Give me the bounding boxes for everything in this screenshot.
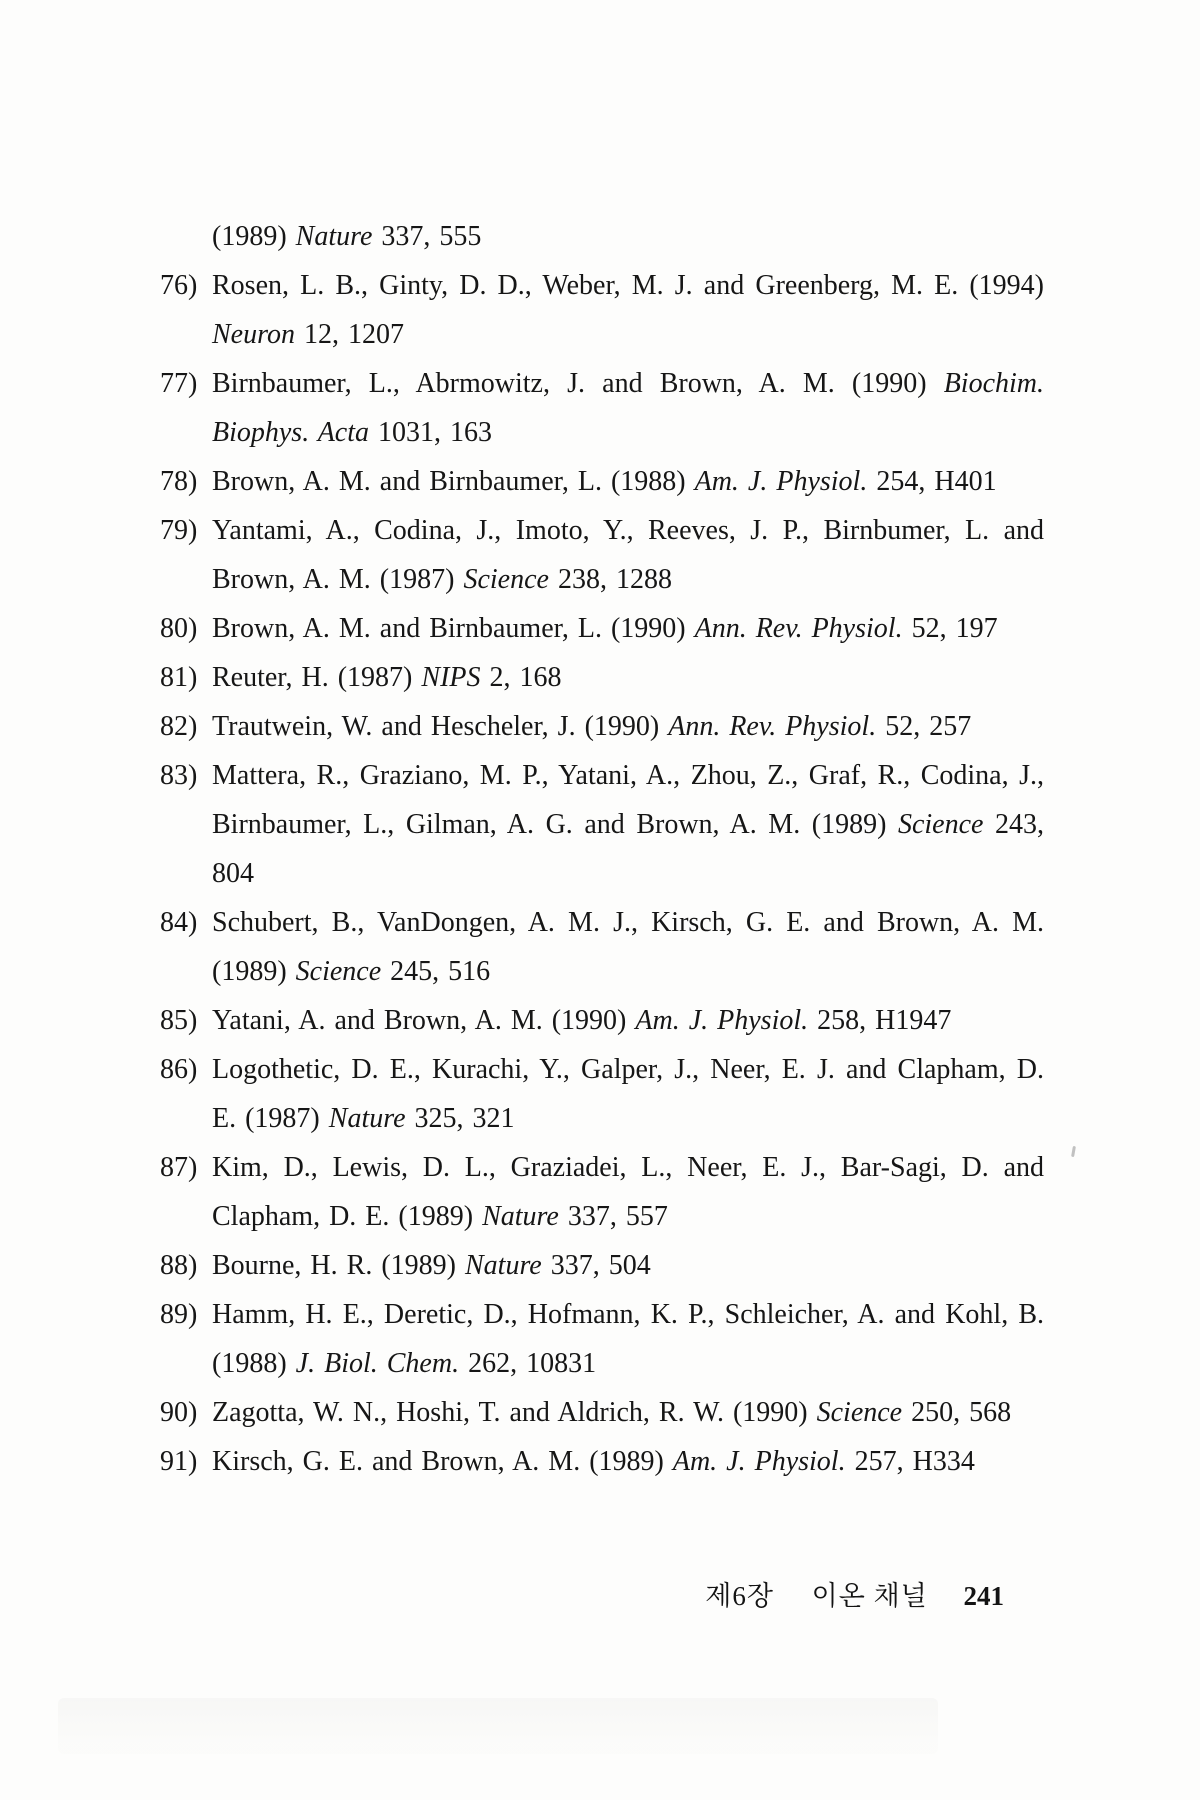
reference-line bbox=[212, 1388, 1044, 1437]
reference-text: Kim, D., Lewis, D. L., Graziadei, L., Neer, E. J., Bar-Sagi, D. and bbox=[212, 1152, 1044, 1183]
journal-name: Nature bbox=[464, 1250, 542, 1281]
reference-line bbox=[212, 310, 1044, 359]
reference-text: 258, H1947 bbox=[808, 1005, 952, 1036]
reference-text: 250, 568 bbox=[902, 1397, 1012, 1428]
reference-text: Zagotta, W. N., Hoshi, T. and Aldrich, R. W. (1990) bbox=[212, 1397, 817, 1428]
reference-item bbox=[160, 506, 1044, 604]
reference-number: 90) bbox=[160, 1397, 198, 1428]
reference-number: 80) bbox=[160, 613, 198, 644]
reference-text: (1989) bbox=[212, 956, 296, 987]
reference-text: 2, 168 bbox=[480, 662, 562, 693]
reference-text: 337, 557 bbox=[558, 1201, 668, 1232]
journal-name: Biochim. bbox=[943, 368, 1044, 399]
reference-line bbox=[212, 702, 1044, 751]
reference-item bbox=[160, 702, 1044, 751]
journal-name: Am. J. Physiol. bbox=[694, 466, 868, 497]
reference-item bbox=[160, 212, 1044, 261]
reference-text: (1989) bbox=[212, 221, 296, 252]
reference-text: 337, 555 bbox=[372, 221, 482, 252]
reference-line bbox=[212, 653, 1044, 702]
journal-name: Neuron bbox=[212, 319, 295, 350]
journal-name: Am. J. Physiol. bbox=[635, 1005, 809, 1036]
reference-line bbox=[212, 1339, 1044, 1388]
footer-page-number: 241 bbox=[963, 1581, 1004, 1611]
journal-name: Nature bbox=[482, 1201, 559, 1232]
reference-line bbox=[212, 800, 1044, 849]
journal-name: Science bbox=[897, 809, 984, 840]
reference-text: 52, 257 bbox=[876, 711, 972, 742]
reference-text: 804 bbox=[212, 858, 254, 889]
reference-text: Yantami, A., Codina, J., Imoto, Y., Reeves, J. P., Birnbumer, L. and bbox=[212, 515, 1044, 546]
reference-line bbox=[212, 751, 1044, 800]
journal-name: Am. J. Physiol. bbox=[672, 1446, 846, 1477]
footer-chapter-label: 제6장 bbox=[705, 1581, 774, 1611]
reference-text: 12, 1207 bbox=[294, 319, 404, 350]
reference-number: 77) bbox=[160, 368, 198, 399]
reference-line bbox=[212, 555, 1044, 604]
reference-text: Logothetic, D. E., Kurachi, Y., Galper, J., Neer, E. J. and Clapham, D. bbox=[212, 1054, 1044, 1085]
reference-number: 84) bbox=[160, 907, 198, 938]
journal-name: Nature bbox=[295, 221, 373, 252]
reference-number: 86) bbox=[160, 1054, 198, 1085]
reference-line bbox=[212, 1241, 1044, 1290]
reference-line bbox=[212, 1437, 1044, 1486]
reference-line bbox=[212, 849, 1044, 898]
reference-item bbox=[160, 751, 1044, 898]
reference-number: 81) bbox=[160, 662, 198, 693]
reference-line bbox=[212, 947, 1044, 996]
reference-number: 78) bbox=[160, 466, 198, 497]
reference-text: 238, 1288 bbox=[548, 564, 672, 595]
reference-line bbox=[212, 212, 1044, 261]
reference-number: 85) bbox=[160, 1005, 198, 1036]
reference-text: Schubert, B., VanDongen, A. M. J., Kirsch, G. E. and Brown, A. M. bbox=[212, 907, 1044, 938]
reference-line bbox=[212, 1143, 1044, 1192]
journal-name: Science bbox=[816, 1397, 903, 1428]
reference-number: 83) bbox=[160, 760, 198, 791]
reference-item bbox=[160, 359, 1044, 457]
reference-text: Brown, A. M. (1987) bbox=[212, 564, 464, 595]
journal-name: J. Biol. Chem. bbox=[295, 1348, 460, 1379]
reference-line bbox=[212, 1045, 1044, 1094]
reference-line bbox=[212, 408, 1044, 457]
scan-speck-artifact bbox=[1071, 1146, 1076, 1157]
reference-item bbox=[160, 1045, 1044, 1143]
journal-name: Science bbox=[295, 956, 382, 987]
reference-item bbox=[160, 1290, 1044, 1388]
reference-text: 257, H334 bbox=[845, 1446, 975, 1477]
reference-line bbox=[212, 1192, 1044, 1241]
reference-item bbox=[160, 653, 1044, 702]
reference-item bbox=[160, 898, 1044, 996]
journal-name: NIPS bbox=[421, 662, 481, 693]
reference-number: 79) bbox=[160, 515, 198, 546]
reference-list bbox=[160, 212, 1044, 1486]
reference-text: Yatani, A. and Brown, A. M. (1990) bbox=[212, 1005, 636, 1036]
reference-line bbox=[212, 996, 1044, 1045]
reference-item bbox=[160, 1143, 1044, 1241]
reference-text: E. (1987) bbox=[212, 1103, 329, 1134]
reference-line bbox=[212, 457, 1044, 506]
reference-text: (1988) bbox=[212, 1348, 296, 1379]
journal-name: Science bbox=[463, 564, 549, 595]
journal-name: Biophys. Acta bbox=[212, 417, 370, 448]
reference-text: Birnbaumer, L., Abrmowitz, J. and Brown, A. M. (1990) bbox=[212, 368, 944, 399]
reference-line bbox=[212, 898, 1044, 947]
reference-text: Clapham, D. E. (1989) bbox=[212, 1201, 483, 1232]
reference-text: Rosen, L. B., Ginty, D. D., Weber, M. J. and Greenberg, M. E. (1994) bbox=[212, 270, 1044, 301]
reference-number: 76) bbox=[160, 270, 198, 301]
reference-text: 245, 516 bbox=[381, 956, 491, 987]
journal-name: Ann. Rev. Physiol. bbox=[668, 711, 877, 742]
reference-line bbox=[212, 1290, 1044, 1339]
reference-line bbox=[212, 359, 1044, 408]
reference-text: Brown, A. M. and Birnbaumer, L. (1990) bbox=[212, 613, 695, 644]
reference-line bbox=[212, 1094, 1044, 1143]
reference-text: 254, H401 bbox=[867, 466, 997, 497]
reference-text: 337, 504 bbox=[541, 1250, 651, 1281]
reference-text: Kirsch, G. E. and Brown, A. M. (1989) bbox=[212, 1446, 673, 1477]
reference-text: Bourne, H. R. (1989) bbox=[212, 1250, 465, 1281]
reference-text: Trautwein, W. and Hescheler, J. (1990) bbox=[212, 711, 669, 742]
reference-item bbox=[160, 1241, 1044, 1290]
reference-text: Reuter, H. (1987) bbox=[212, 662, 422, 693]
reference-text: Hamm, H. E., Deretic, D., Hofmann, K. P., Schleicher, A. and Kohl, B. bbox=[212, 1299, 1044, 1330]
reference-line bbox=[212, 604, 1044, 653]
reference-number: 88) bbox=[160, 1250, 198, 1281]
reference-item bbox=[160, 1388, 1044, 1437]
reference-line bbox=[212, 506, 1044, 555]
reference-item bbox=[160, 604, 1044, 653]
reference-text: Brown, A. M. and Birnbaumer, L. (1988) bbox=[212, 466, 695, 497]
reference-text: 325, 321 bbox=[405, 1103, 515, 1134]
reference-item bbox=[160, 457, 1044, 506]
reference-number: 89) bbox=[160, 1299, 198, 1330]
reference-text: Birnbaumer, L., Gilman, A. G. and Brown, A. M. (1989) bbox=[212, 809, 898, 840]
reference-item bbox=[160, 1437, 1044, 1486]
reference-text: 52, 197 bbox=[902, 613, 998, 644]
reference-number: 91) bbox=[160, 1446, 198, 1477]
journal-name: Ann. Rev. Physiol. bbox=[694, 613, 903, 644]
reference-number: 82) bbox=[160, 711, 198, 742]
journal-name: Nature bbox=[328, 1103, 406, 1134]
page-footer bbox=[160, 1574, 1004, 1613]
footer-section-label: 이온 채널 bbox=[811, 1581, 928, 1611]
reference-item bbox=[160, 996, 1044, 1045]
scan-smudge-artifact bbox=[58, 1698, 938, 1754]
reference-number: 87) bbox=[160, 1152, 198, 1183]
reference-text: 1031, 163 bbox=[369, 417, 493, 448]
reference-line bbox=[212, 261, 1044, 310]
reference-text: 262, 10831 bbox=[459, 1348, 597, 1379]
reference-text: 243, bbox=[983, 809, 1044, 840]
reference-item bbox=[160, 261, 1044, 359]
reference-text: Mattera, R., Graziano, M. P., Yatani, A., Zhou, Z., Graf, R., Codina, J., bbox=[212, 760, 1044, 791]
